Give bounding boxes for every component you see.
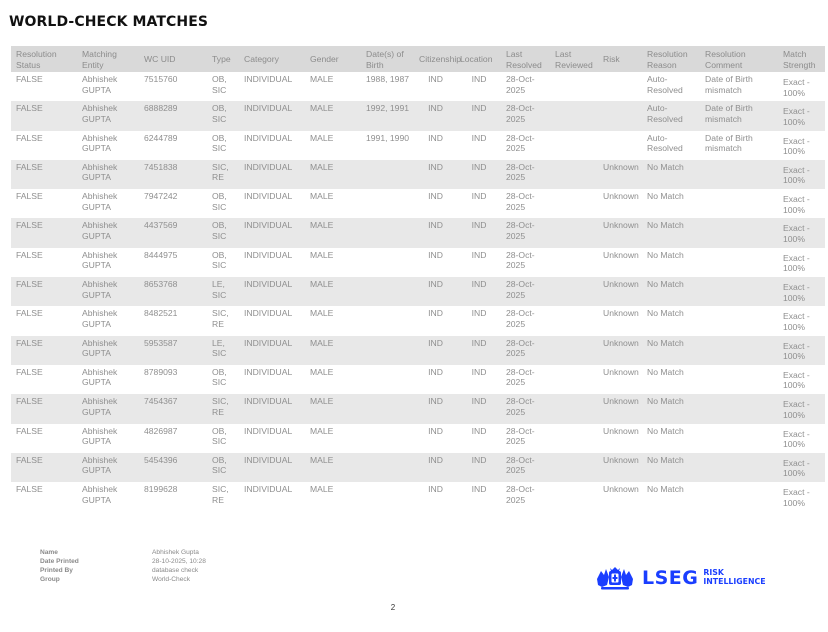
cell-resolution-status: FALSE xyxy=(11,394,77,423)
cell-category: INDIVIDUAL xyxy=(244,484,293,495)
cell-dates-of-birth xyxy=(361,424,414,453)
cell-citizenship: IND xyxy=(428,132,443,143)
cell-wc-uid: 7451838 xyxy=(139,160,207,189)
cell-location: IND xyxy=(455,336,501,365)
cell-match-strength: Exact - 100% xyxy=(778,160,825,189)
cell-match-strength: Exact - 100% xyxy=(783,311,810,332)
cell-type: OB, SIC xyxy=(212,425,227,447)
cell-gender: MALE xyxy=(305,336,361,365)
cell-last-resolved: 28-Oct-2025 xyxy=(506,484,535,505)
cell-match-strength: Exact - 100% xyxy=(778,277,825,306)
cell-last-reviewed xyxy=(550,248,598,277)
table-row[interactable] xyxy=(11,160,825,189)
cell-dates-of-birth: 1992, 1991 xyxy=(361,101,414,130)
cell-dates-of-birth xyxy=(361,160,414,189)
cell-category: INDIVIDUAL xyxy=(244,249,293,260)
cell-category: INDIVIDUAL xyxy=(239,453,305,482)
cell-matching-entity: Abhishek GUPTA xyxy=(82,191,118,212)
table-row[interactable] xyxy=(11,453,825,482)
table-row[interactable] xyxy=(11,336,825,365)
cell-wc-uid: 5454396 xyxy=(139,453,207,482)
cell-last-resolved: 28-Oct-2025 xyxy=(506,366,535,388)
cell-dates-of-birth: 1991, 1990 xyxy=(366,132,410,143)
table-row[interactable] xyxy=(11,306,825,335)
cell-risk: Unknown xyxy=(598,336,642,365)
cell-last-resolved: 28-Oct-2025 xyxy=(506,132,535,154)
cell-risk: Unknown xyxy=(603,191,639,202)
cell-last-reviewed xyxy=(550,277,598,306)
cell-last-resolved: 28-Oct-2025 xyxy=(501,394,550,423)
name-label: Name xyxy=(40,549,58,556)
table-row[interactable] xyxy=(11,365,825,394)
cell-resolution-reason: No Match xyxy=(647,425,684,436)
cell-location: IND xyxy=(471,425,487,436)
cell-citizenship: IND xyxy=(428,74,443,84)
cell-resolution-status: FALSE xyxy=(16,191,43,202)
date-printed-label: Date Printed xyxy=(40,558,79,565)
cell-match-strength: Exact - 100% xyxy=(778,336,825,365)
cell-gender: MALE xyxy=(310,249,334,260)
cell-type: OB, SIC xyxy=(207,218,239,247)
cell-type: OB, SIC xyxy=(212,132,227,154)
table-row[interactable] xyxy=(11,189,825,218)
cell-category: INDIVIDUAL xyxy=(239,394,305,423)
cell-category: INDIVIDUAL xyxy=(244,366,293,377)
cell-citizenship: IND xyxy=(414,277,455,306)
cell-location: IND xyxy=(471,484,487,495)
cell-resolution-status: FALSE xyxy=(16,132,43,143)
cell-type: LE, SIC xyxy=(207,336,239,365)
lseg-crest-icon xyxy=(595,565,635,591)
table-row[interactable] xyxy=(11,482,825,511)
cell-resolution-comment xyxy=(700,424,778,453)
group-label: Group xyxy=(40,576,60,583)
cell-wc-uid: 8444975 xyxy=(144,249,178,260)
cell-resolution-reason: No Match xyxy=(647,191,684,202)
cell-category: INDIVIDUAL xyxy=(239,277,305,306)
cell-citizenship: IND xyxy=(414,453,455,482)
cell-category: INDIVIDUAL xyxy=(239,101,305,130)
cell-wc-uid: 6888289 xyxy=(139,101,207,130)
cell-resolution-comment xyxy=(700,160,778,189)
cell-citizenship: IND xyxy=(414,336,455,365)
cell-risk: Unknown xyxy=(598,218,642,247)
cell-citizenship: IND xyxy=(414,218,455,247)
table-header-row xyxy=(11,46,825,72)
cell-matching-entity: Abhishek GUPTA xyxy=(82,74,118,95)
cell-gender: MALE xyxy=(310,74,334,84)
cell-citizenship: IND xyxy=(428,308,443,319)
cell-matching-entity: Abhishek GUPTA xyxy=(77,218,139,247)
cell-gender: MALE xyxy=(305,101,361,130)
cell-risk: Unknown xyxy=(598,453,642,482)
cell-resolution-reason: Auto-Resolved xyxy=(647,74,683,95)
cell-resolution-status: FALSE xyxy=(16,74,43,84)
cell-last-reviewed xyxy=(550,424,598,453)
table-row[interactable] xyxy=(11,131,825,160)
cell-wc-uid: 8199628 xyxy=(144,484,178,495)
cell-resolution-comment xyxy=(700,277,778,306)
cell-resolution-reason: Auto-Resolved xyxy=(642,101,700,130)
col-category[interactable]: Category xyxy=(239,46,305,72)
cell-resolution-comment xyxy=(700,453,778,482)
cell-type: SIC, RE xyxy=(207,160,239,189)
cell-type: SIC, RE xyxy=(212,484,229,505)
cell-matching-entity: Abhishek GUPTA xyxy=(77,277,139,306)
cell-wc-uid: 7947242 xyxy=(144,191,178,202)
cell-last-reviewed xyxy=(550,365,598,394)
cell-resolution-status: FALSE xyxy=(11,218,77,247)
cell-matching-entity: Abhishek GUPTA xyxy=(82,425,118,447)
cell-category: INDIVIDUAL xyxy=(239,336,305,365)
cell-resolution-reason: No Match xyxy=(647,366,684,377)
cell-gender: MALE xyxy=(310,484,334,495)
cell-dates-of-birth xyxy=(361,482,414,511)
cell-dates-of-birth xyxy=(361,306,414,335)
col-citizenship[interactable]: Citizenship xyxy=(414,46,455,72)
table-row[interactable] xyxy=(11,218,825,247)
cell-resolution-reason: No Match xyxy=(647,484,684,495)
cell-category: INDIVIDUAL xyxy=(244,308,293,319)
cell-wc-uid: 6244789 xyxy=(144,132,178,143)
cell-category: INDIVIDUAL xyxy=(239,218,305,247)
cell-location: IND xyxy=(455,160,501,189)
cell-last-resolved: 28-Oct-2025 xyxy=(501,160,550,189)
cell-category: INDIVIDUAL xyxy=(244,132,293,143)
cell-gender: MALE xyxy=(310,366,334,377)
world-check-matches-table xyxy=(11,46,825,511)
cell-risk: Unknown xyxy=(603,308,639,319)
cell-match-strength: Exact - 100% xyxy=(778,101,825,130)
table-body xyxy=(11,72,825,511)
cell-last-reviewed xyxy=(550,160,598,189)
cell-resolution-reason: No Match xyxy=(642,218,700,247)
cell-last-resolved: 28-Oct-2025 xyxy=(501,277,550,306)
col-risk[interactable]: Risk xyxy=(598,46,642,72)
logo-tagline-line2: INTELLIGENCE xyxy=(703,577,766,586)
cell-wc-uid: 7454367 xyxy=(139,394,207,423)
cell-last-resolved: 28-Oct-2025 xyxy=(506,191,535,212)
cell-dates-of-birth: 1988, 1987 xyxy=(366,74,410,84)
cell-category: INDIVIDUAL xyxy=(239,160,305,189)
cell-dates-of-birth xyxy=(361,248,414,277)
cell-resolution-reason: No Match xyxy=(647,308,684,319)
cell-last-resolved: 28-Oct-2025 xyxy=(501,218,550,247)
cell-resolution-comment xyxy=(700,218,778,247)
cell-resolution-comment: Date of Birth mismatch xyxy=(705,132,753,154)
cell-resolution-status: FALSE xyxy=(16,308,43,319)
col-last-resolved[interactable]: Last Resolved xyxy=(501,46,550,72)
cell-type: LE, SIC xyxy=(207,277,239,306)
cell-risk: Unknown xyxy=(603,366,639,377)
cell-citizenship: IND xyxy=(428,366,443,377)
cell-last-resolved: 28-Oct-2025 xyxy=(506,249,535,271)
print-info-values xyxy=(152,548,206,584)
cell-dates-of-birth xyxy=(361,189,414,218)
cell-matching-entity: Abhishek GUPTA xyxy=(77,336,139,365)
cell-match-strength: Exact - 100% xyxy=(783,194,810,215)
cell-risk: Unknown xyxy=(598,277,642,306)
cell-location: IND xyxy=(471,191,487,202)
cell-match-strength: Exact - 100% xyxy=(783,77,810,98)
cell-resolution-status: FALSE xyxy=(16,425,43,436)
cell-last-reviewed xyxy=(550,336,598,365)
cell-citizenship: IND xyxy=(414,160,455,189)
cell-dates-of-birth xyxy=(361,277,414,306)
cell-dates-of-birth xyxy=(361,218,414,247)
cell-last-reviewed xyxy=(550,394,598,423)
table-row[interactable] xyxy=(11,101,825,130)
cell-location: IND xyxy=(471,308,487,319)
cell-risk: Unknown xyxy=(603,425,639,436)
cell-resolution-reason: No Match xyxy=(642,394,700,423)
lseg-logo xyxy=(595,565,766,591)
cell-resolution-comment: Date of Birth mismatch xyxy=(700,101,778,130)
cell-wc-uid: 4826987 xyxy=(144,425,178,436)
cell-last-reviewed xyxy=(550,306,598,335)
cell-citizenship: IND xyxy=(428,191,443,202)
cell-location: IND xyxy=(471,132,487,143)
table-row[interactable] xyxy=(11,248,825,277)
cell-type: SIC, RE xyxy=(207,394,239,423)
col-dates-of-birth[interactable]: Date(s) of Birth xyxy=(361,46,414,72)
cell-risk: Unknown xyxy=(603,249,639,260)
cell-category: INDIVIDUAL xyxy=(244,74,293,84)
printed-by-value: database check xyxy=(152,567,199,574)
cell-matching-entity: Abhishek GUPTA xyxy=(82,308,118,329)
date-printed-value: 28-10-2025, 10:28 xyxy=(152,558,206,565)
cell-resolution-comment xyxy=(700,336,778,365)
cell-resolution-status: FALSE xyxy=(16,484,43,495)
cell-gender: MALE xyxy=(305,160,361,189)
cell-last-resolved: 28-Oct-2025 xyxy=(501,101,550,130)
table-row[interactable] xyxy=(11,394,825,423)
logo-tagline xyxy=(703,569,765,586)
cell-category: INDIVIDUAL xyxy=(244,425,293,436)
cell-citizenship: IND xyxy=(428,425,443,436)
col-match-strength[interactable]: Match Strength xyxy=(778,46,825,72)
cell-match-strength: Exact - 100% xyxy=(783,135,810,157)
cell-location: IND xyxy=(455,277,501,306)
cell-last-reviewed xyxy=(550,189,598,218)
print-info-labels xyxy=(40,548,79,584)
cell-type: OB, SIC xyxy=(212,366,227,388)
cell-resolution-comment xyxy=(700,306,778,335)
cell-resolution-comment xyxy=(700,248,778,277)
cell-resolution-comment xyxy=(700,482,778,511)
group-value: World-Check xyxy=(152,576,190,583)
cell-match-strength: Exact - 100% xyxy=(778,218,825,247)
cell-matching-entity: Abhishek GUPTA xyxy=(77,394,139,423)
table-row[interactable] xyxy=(11,277,825,306)
cell-resolution-comment xyxy=(700,189,778,218)
cell-gender: MALE xyxy=(310,191,334,202)
cell-wc-uid: 8789093 xyxy=(144,366,178,377)
col-wc-uid[interactable]: WC UID xyxy=(139,46,207,72)
cell-last-resolved: 28-Oct-2025 xyxy=(506,74,535,95)
cell-citizenship: IND xyxy=(414,101,455,130)
cell-last-reviewed xyxy=(550,482,598,511)
cell-dates-of-birth xyxy=(361,453,414,482)
cell-resolution-comment xyxy=(700,365,778,394)
cell-gender: MALE xyxy=(305,277,361,306)
name-value: Abhishek Gupta xyxy=(152,549,199,556)
cell-dates-of-birth xyxy=(361,365,414,394)
cell-gender: MALE xyxy=(305,394,361,423)
cell-resolution-status: FALSE xyxy=(11,101,77,130)
cell-location: IND xyxy=(471,249,487,260)
cell-wc-uid: 5953587 xyxy=(139,336,207,365)
col-resolution-status[interactable]: Resolution Status xyxy=(11,46,77,72)
cell-gender: MALE xyxy=(310,425,334,436)
cell-wc-uid: 4437569 xyxy=(139,218,207,247)
col-last-reviewed[interactable]: Last Reviewed xyxy=(550,46,598,72)
cell-wc-uid: 8653768 xyxy=(139,277,207,306)
cell-risk xyxy=(598,131,642,160)
logo-wordmark: LSEG xyxy=(642,567,699,589)
cell-location: IND xyxy=(471,74,487,84)
cell-location: IND xyxy=(455,218,501,247)
cell-matching-entity: Abhishek GUPTA xyxy=(77,160,139,189)
cell-resolution-reason: No Match xyxy=(642,160,700,189)
cell-gender: MALE xyxy=(310,132,334,143)
cell-type: OB, SIC xyxy=(207,101,239,130)
cell-location: IND xyxy=(455,453,501,482)
cell-dates-of-birth xyxy=(361,336,414,365)
cell-matching-entity: Abhishek GUPTA xyxy=(77,101,139,130)
cell-resolution-status: FALSE xyxy=(11,160,77,189)
cell-matching-entity: Abhishek GUPTA xyxy=(77,453,139,482)
cell-location: IND xyxy=(471,366,487,377)
table-row[interactable] xyxy=(11,72,825,101)
col-type[interactable]: Type xyxy=(207,46,239,72)
col-matching-entity[interactable]: Matching Entity xyxy=(77,46,139,72)
page-title: WORLD-CHECK MATCHES xyxy=(9,14,209,30)
cell-matching-entity: Abhishek GUPTA xyxy=(82,132,118,154)
cell-gender: MALE xyxy=(305,453,361,482)
cell-type: OB, SIC xyxy=(212,249,227,271)
cell-last-resolved: 28-Oct-2025 xyxy=(506,308,535,329)
col-location[interactable]: Location xyxy=(455,46,501,72)
cell-matching-entity: Abhishek GUPTA xyxy=(82,249,118,271)
cell-last-reviewed xyxy=(550,131,598,160)
cell-last-resolved: 28-Oct-2025 xyxy=(501,336,550,365)
cell-type: OB, SIC xyxy=(212,74,227,95)
cell-matching-entity: Abhishek GUPTA xyxy=(82,484,118,505)
cell-last-resolved: 28-Oct-2025 xyxy=(501,453,550,482)
cell-resolution-status: FALSE xyxy=(16,366,43,377)
cell-resolution-status: FALSE xyxy=(11,277,77,306)
cell-resolution-reason: No Match xyxy=(642,336,700,365)
cell-match-strength: Exact - 100% xyxy=(783,428,810,450)
cell-type: SIC, RE xyxy=(212,308,229,329)
page-number: 2 xyxy=(390,603,396,612)
table-row[interactable] xyxy=(11,424,825,453)
cell-last-reviewed xyxy=(550,72,598,101)
cell-resolution-reason: Auto-Resolved xyxy=(647,132,683,154)
cell-category: INDIVIDUAL xyxy=(244,191,293,202)
cell-citizenship: IND xyxy=(428,484,443,495)
col-resolution-comment[interactable]: Resolution Comment xyxy=(700,46,778,72)
cell-risk: Unknown xyxy=(598,394,642,423)
cell-resolution-comment: Date of Birth mismatch xyxy=(705,74,753,95)
cell-match-strength: Exact - 100% xyxy=(778,453,825,482)
cell-last-reviewed xyxy=(550,218,598,247)
cell-wc-uid: 8482521 xyxy=(144,308,178,319)
cell-match-strength: Exact - 100% xyxy=(783,252,810,274)
cell-risk: Unknown xyxy=(598,160,642,189)
cell-matching-entity: Abhishek GUPTA xyxy=(82,366,118,388)
cell-wc-uid: 7515760 xyxy=(144,74,178,84)
cell-citizenship: IND xyxy=(428,249,443,260)
col-resolution-reason[interactable]: Resolution Reason xyxy=(642,46,700,72)
cell-resolution-reason: No Match xyxy=(647,249,684,260)
cell-resolution-reason: No Match xyxy=(642,453,700,482)
cell-resolution-reason: No Match xyxy=(642,277,700,306)
cell-match-strength: Exact - 100% xyxy=(778,394,825,423)
cell-location: IND xyxy=(455,394,501,423)
cell-citizenship: IND xyxy=(414,394,455,423)
cell-risk: Unknown xyxy=(603,484,639,495)
cell-last-reviewed xyxy=(550,101,598,130)
cell-dates-of-birth xyxy=(361,394,414,423)
cell-resolution-status: FALSE xyxy=(11,336,77,365)
cell-type: OB, SIC xyxy=(212,191,227,212)
cell-resolution-status: FALSE xyxy=(16,249,43,260)
cell-resolution-comment xyxy=(700,394,778,423)
printed-by-label: Printed By xyxy=(40,567,73,574)
table-header xyxy=(11,46,825,72)
cell-gender: MALE xyxy=(305,218,361,247)
cell-risk xyxy=(598,101,642,130)
cell-match-strength: Exact - 100% xyxy=(783,487,810,508)
cell-type: OB, SIC xyxy=(207,453,239,482)
logo-tagline-line1: RISK xyxy=(703,568,724,578)
cell-last-resolved: 28-Oct-2025 xyxy=(506,425,535,447)
cell-location: IND xyxy=(455,101,501,130)
cell-match-strength: Exact - 100% xyxy=(783,369,810,391)
cell-last-reviewed xyxy=(550,453,598,482)
cell-resolution-status: FALSE xyxy=(11,453,77,482)
cell-risk xyxy=(598,72,642,101)
col-gender[interactable]: Gender xyxy=(305,46,361,72)
cell-gender: MALE xyxy=(310,308,334,319)
